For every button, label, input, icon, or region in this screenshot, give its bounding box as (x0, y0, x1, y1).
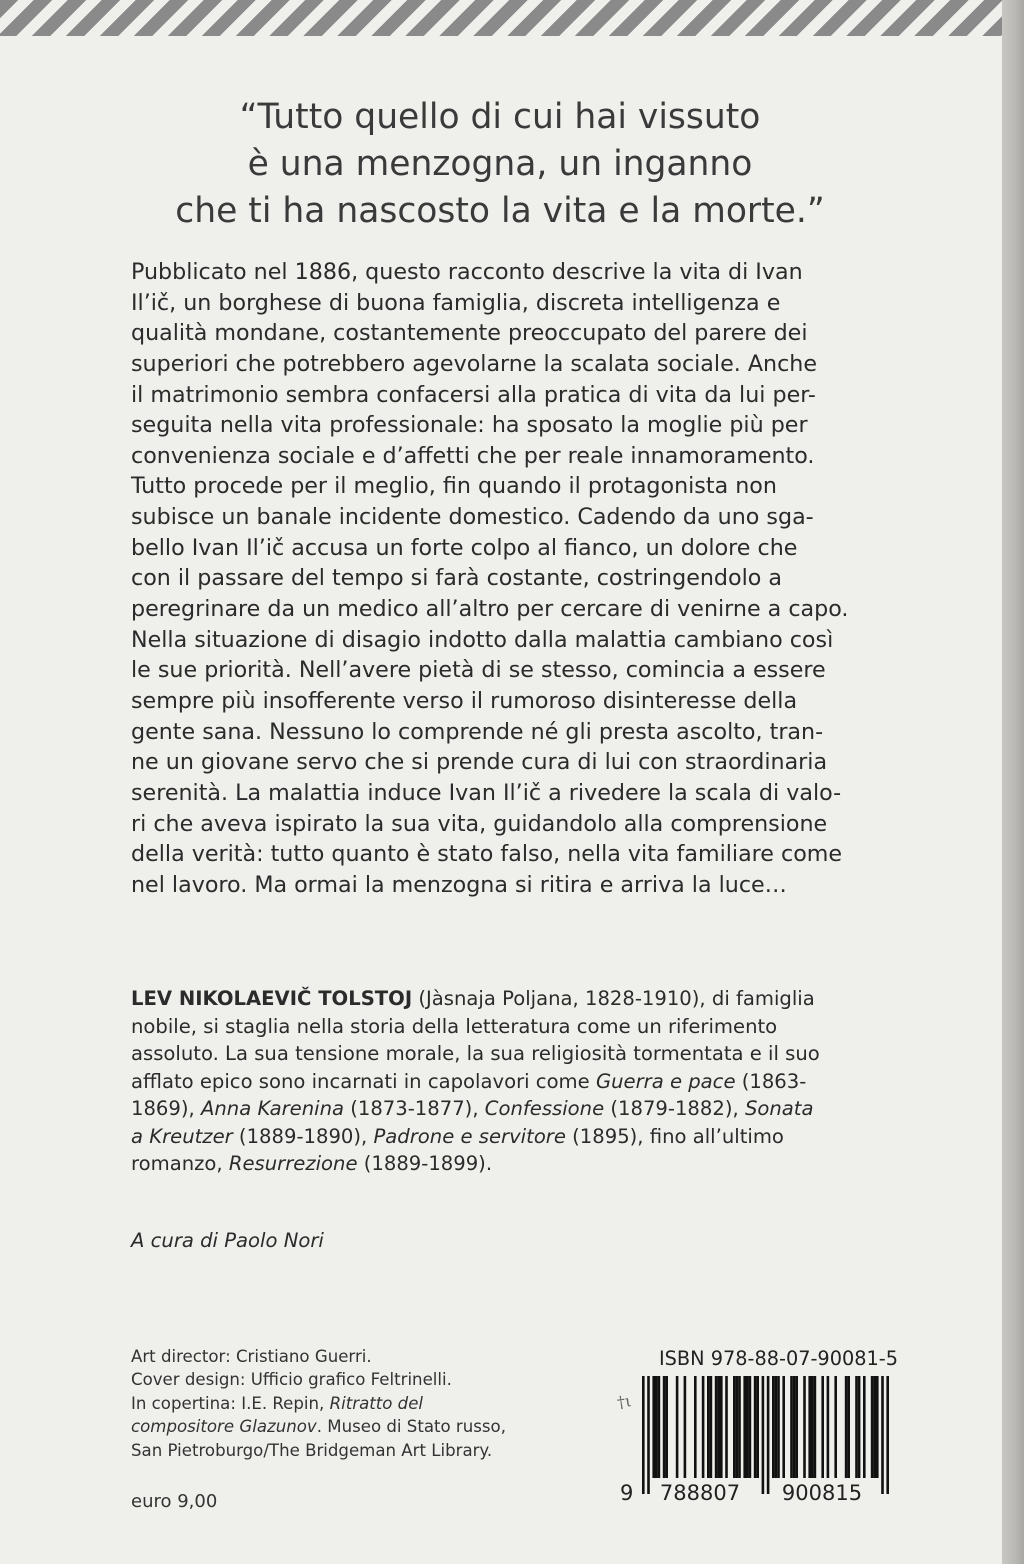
work-title: Anna Karenina (200, 1097, 344, 1120)
quote-line: è una menzogna, un inganno (247, 144, 753, 184)
barcode-bar (847, 1376, 850, 1478)
quote-line: “Tutto quello di cui hai vissuto (239, 97, 761, 137)
credit-line: Art director: Cristiano Guerri. (131, 1347, 372, 1366)
bio-text: romanzo, (131, 1152, 229, 1175)
barcode-bar (873, 1376, 876, 1478)
barcode-bar (871, 1376, 874, 1478)
bio-text: (1895), fino all’ultimo (565, 1124, 784, 1148)
curator-credit: A cura di Paolo Nori (131, 1229, 324, 1252)
barcode-bar (814, 1376, 817, 1478)
barcode-bar (876, 1376, 879, 1478)
barcode-bar (733, 1376, 736, 1478)
work-title: Guerra e pace (595, 1069, 736, 1093)
work-title: Sonata (744, 1097, 814, 1120)
credit-text: . Museo di Stato russo, (316, 1417, 506, 1437)
barcode-bar (777, 1376, 780, 1478)
barcode-bar (858, 1376, 861, 1478)
barcode-bar (782, 1376, 785, 1478)
barcode-bar (775, 1376, 778, 1478)
barcode-guard-bar (881, 1376, 884, 1494)
credit-line (131, 1415, 506, 1438)
synopsis-line: ri che aveva ispirato la sua vita, guidandolo alla comprensione (131, 810, 828, 837)
credit-line: Cover design: Ufficio grafico Feltrinelli. (131, 1370, 452, 1390)
barcode-bar (715, 1376, 718, 1478)
bio-line: nobile, si staglia nella storia della letteratura come un riferimento (131, 1014, 778, 1038)
synopsis-line: gente sana. Nessuno lo comprende né gli presta ascolto, tran- (131, 718, 824, 745)
synopsis-line: superiori che potrebbero agevolarne la scalata sociale. Anche (131, 350, 817, 377)
synopsis-line: sempre più insofferente verso il rumoroso disinteresse della (131, 687, 798, 714)
barcode-bar (811, 1376, 814, 1478)
barcode-graphic (612, 1376, 902, 1504)
barcode-bar (795, 1376, 798, 1478)
barcode-bar (749, 1376, 752, 1478)
barcode-bar (676, 1376, 679, 1478)
barcode-bar (772, 1376, 775, 1478)
bio-text: (Jàsnaja Poljana, 1828-1910), di famiglia (412, 987, 815, 1010)
credit-line: San Pietroburgo/The Bridgeman Art Library. (131, 1440, 493, 1460)
barcode-bar (746, 1376, 749, 1478)
barcode-bar (725, 1376, 728, 1478)
synopsis-line: bello Ivan Il’ič accusa un forte colpo al fianco, un dolore che (131, 534, 798, 561)
barcode-bar (658, 1376, 661, 1478)
barcode-bar (710, 1376, 713, 1478)
barcode-bar (738, 1376, 741, 1478)
barcode-bar (720, 1376, 723, 1478)
credit-text: In copertina: I.E. Repin, (131, 1393, 330, 1413)
barcode-bar (790, 1376, 793, 1478)
synopsis-line: le sue priorità. Nell’avere pietà di se stesso, comincia a essere (131, 657, 826, 684)
barcode-bar (736, 1376, 739, 1478)
work-title: Confessione (484, 1097, 605, 1120)
barcode-bar (707, 1376, 710, 1478)
synopsis-line: Pubblicato nel 1886, questo racconto descrive la vita di Ivan (131, 259, 803, 285)
barcode-bar (702, 1376, 705, 1478)
barcode-bar (655, 1376, 658, 1478)
barcode-bar (665, 1376, 668, 1478)
handwritten-mark: †ι (615, 1391, 633, 1412)
bio-text: (1889-1899). (357, 1152, 493, 1175)
author-name: LEV NIKOLAEVIČ TOLSTOJ (131, 987, 413, 1010)
synopsis-line: seguita nella vita professionale: ha sposato la moglie più per (131, 412, 808, 439)
bio-line (131, 1123, 891, 1151)
synopsis-line: Tutto procede per il meglio, fin quando il protagonista non (131, 473, 777, 500)
isbn-label: ISBN 978-88-07-90081-5 (658, 1347, 898, 1370)
barcode-first-digit: 9 (620, 1481, 634, 1504)
bio-text: afflato epico sono incarnati in capolavori come (131, 1069, 596, 1093)
bio-text: 1869), (131, 1097, 201, 1120)
synopsis-line: convenienza sociale e d’affetti che per reale innamoramento. (131, 442, 815, 469)
artwork-title: compositore Glazunov (131, 1417, 317, 1437)
barcode-bar (834, 1376, 837, 1478)
credit-line (131, 1392, 506, 1415)
barcode-left-digits: 788807 (659, 1481, 741, 1504)
ean-barcode (612, 1376, 902, 1504)
bio-line (131, 1068, 891, 1096)
barcode-bar (827, 1376, 830, 1478)
synopsis-line: qualità mondane, costantemente preoccupato del parere dei (131, 320, 808, 347)
synopsis-line: serenità. La malattia induce Ivan Il’ič a rivedere la scala di valo- (131, 779, 842, 806)
page-edge (1002, 0, 1024, 1564)
synopsis-line: il matrimonio sembra confacersi alla pratica di vita da lui per- (131, 381, 816, 408)
barcode-bar (863, 1376, 866, 1478)
bio-line: assoluto. La sua tensione morale, la sua religiosità tormentata e il suo (131, 1042, 820, 1065)
bio-line (131, 985, 891, 1013)
barcode-guard-bar (886, 1376, 889, 1494)
barcode-guard-bar (647, 1376, 650, 1494)
barcode-bar (684, 1376, 687, 1478)
barcode-bar (855, 1376, 858, 1478)
barcode-guard-bar (767, 1376, 770, 1494)
bio-text: (1873-1877), (344, 1097, 485, 1120)
artwork-title: Ritratto del (329, 1393, 424, 1413)
barcode-bar (663, 1376, 666, 1478)
bio-text: (1879-1882), (604, 1097, 745, 1120)
barcode-bar (652, 1376, 655, 1478)
barcode-bars (642, 1376, 889, 1494)
barcode-bar (756, 1376, 759, 1478)
work-title: Resurrezione (228, 1152, 358, 1175)
synopsis-line: ne un giovane servo che si prende cura di lui con straordinaria (131, 749, 828, 776)
pull-quote (60, 94, 940, 235)
barcode-bar (754, 1376, 757, 1478)
production-credits (131, 1345, 506, 1462)
quote-line: che ti ha nascosto la vita e la morte.” (175, 191, 825, 231)
price-label: euro 9,00 (131, 1491, 218, 1512)
barcode-bar (694, 1376, 697, 1478)
synopsis-line: con il passare del tempo si farà costante, costringendolo a (131, 565, 782, 592)
barcode-guard-bar (762, 1376, 765, 1494)
barcode-bar (793, 1376, 796, 1478)
barcode-guard-bar (642, 1376, 645, 1494)
author-bio (131, 985, 891, 1178)
bio-line (131, 1150, 891, 1178)
synopsis-line: Il’ič, un borghese di buona famiglia, discreta intelligenza e (131, 289, 781, 316)
bio-text: (1863- (735, 1069, 807, 1093)
barcode-bar (803, 1376, 806, 1478)
barcode-bar (845, 1376, 848, 1478)
barcode-bar (808, 1376, 811, 1478)
top-stripe-band (0, 0, 1002, 36)
barcode-right-digits: 900815 (781, 1481, 863, 1504)
synopsis-line: Nella situazione di disagio indotto dalla malattia cambiano così (131, 626, 834, 653)
work-title: Padrone e servitore (373, 1124, 566, 1148)
bio-line (131, 1095, 891, 1123)
synopsis-line: nel lavoro. Ma ormai la menzogna si ritira e arriva la luce… (131, 871, 787, 898)
barcode-bar (717, 1376, 720, 1478)
synopsis-line: subisce un banale incidente domestico. Cadendo da uno sga- (131, 504, 814, 531)
synopsis (131, 257, 891, 900)
bio-text: (1889-1890), (232, 1124, 374, 1148)
synopsis-line: della verità: tutto quanto è stato falso, nella vita familiare come (131, 841, 843, 868)
barcode-bar (821, 1376, 824, 1478)
barcode-bar (743, 1376, 746, 1478)
work-title: a Kreutzer (131, 1124, 233, 1148)
synopsis-line: peregrinare da un medico all’altro per cercare di venirne a capo. (131, 596, 849, 623)
